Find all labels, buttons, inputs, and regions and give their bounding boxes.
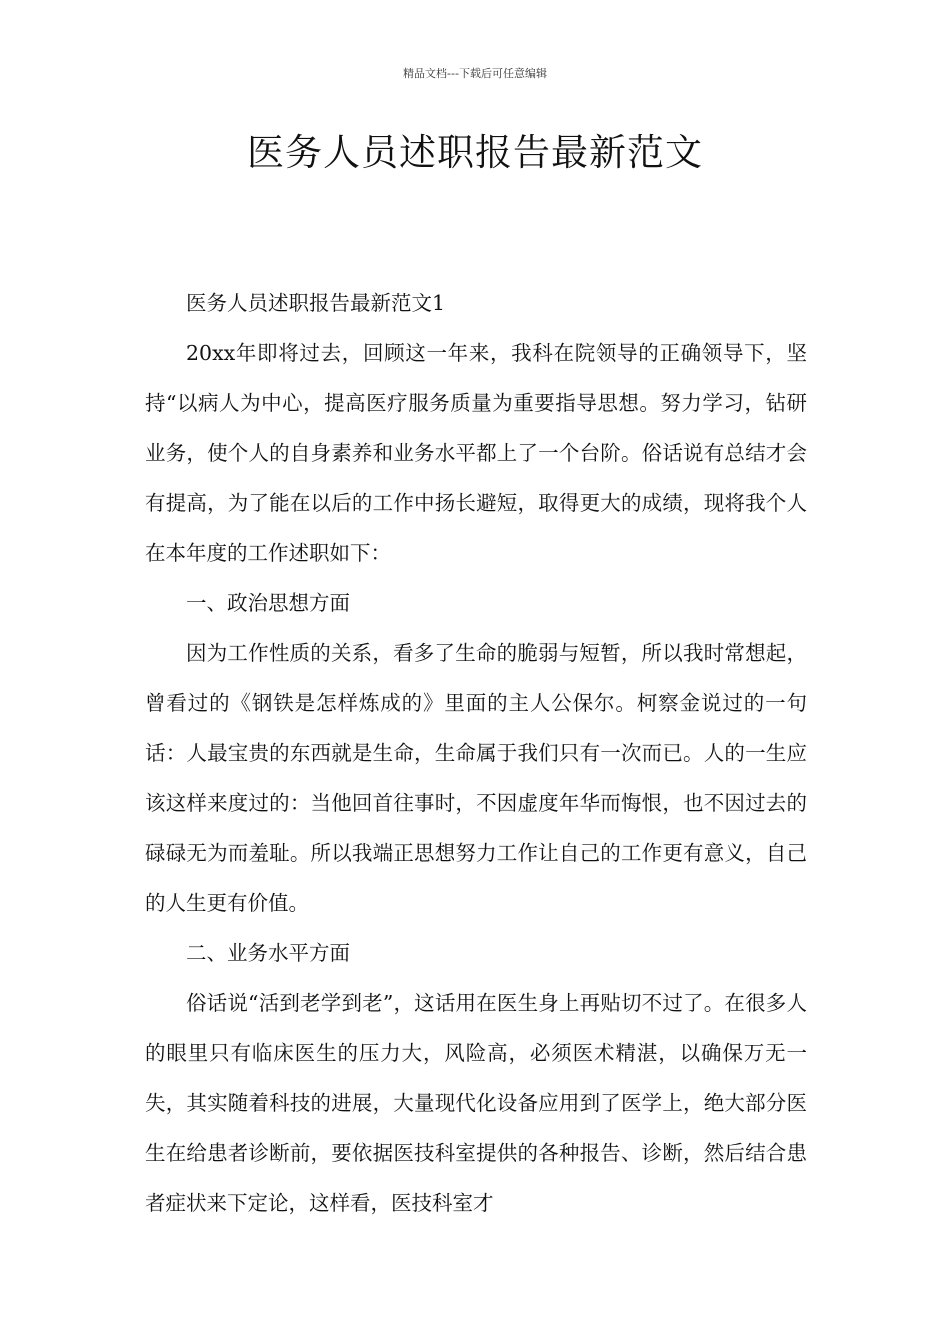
document-body xyxy=(145,278,807,1228)
paragraph-professional: 俗话说“活到老学到老”，这话用在医生身上再贴切不过了。在很多人的眼里只有临床医生的压力大，风险高，必须医术精湛，以确保万无一失，其实随着科技的进展，大量现代化设备应用到了医学上，绝大部分医生在给患者诊断前，要依据医技科室提供的各种报告、诊断，然后结合患者症状来下定论，这样看，医技科室才 xyxy=(145,991,807,1215)
paragraph-intro: 20xx年即将过去，回顾这一年来，我科在院领导的正确领导下，坚持“以病人为中心，提高医疗服务质量为重要指导思想。努力学习，钻研业务，使个人的自身素养和业务水平都上了一个台阶。俗话说有总结才会有提高，为了能在以后的工作中扬长避短，取得更大的成绩，现将我个人在本年度的工作述职如下： xyxy=(145,341,807,565)
section-heading: 一、政治思想方面 xyxy=(186,591,350,615)
header-note: 精品文档---下载后可任意编辑 xyxy=(403,67,547,80)
document-title: 医务人员述职报告最新范文 xyxy=(247,131,703,174)
section-heading: 二、业务水平方面 xyxy=(186,941,350,965)
paragraph-political: 因为工作性质的关系，看多了生命的脆弱与短暂，所以我时常想起，曾看过的《钢铁是怎样炼成的》里面的主人公保尔。柯察金说过的一句话：人最宝贵的东西就是生命，生命属于我们只有一次而已。人的一生应该这样来度过的：当他回首往事时，不因虚度年华而悔恨，也不因过去的碌碌无为而羞耻。所以我端正思想努力工作让自己的工作更有意义，自己的人生更有价值。 xyxy=(145,641,807,915)
section-heading: 医务人员述职报告最新范文1 xyxy=(186,291,446,315)
